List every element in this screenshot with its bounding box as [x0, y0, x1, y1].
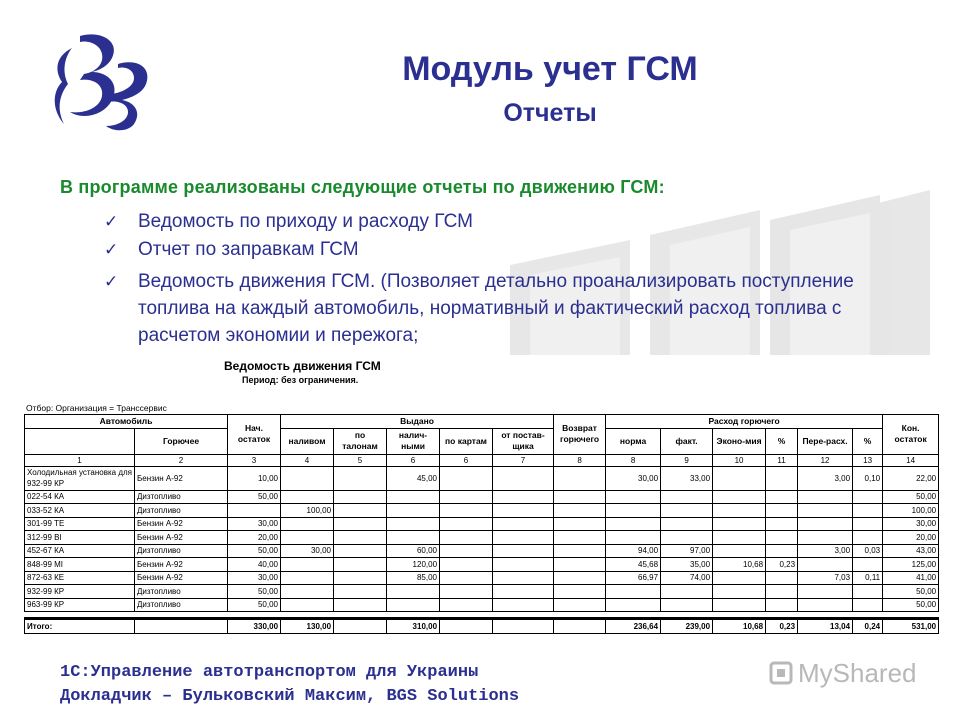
- table-cell: Холодильная установка для 932-99 КР: [25, 466, 135, 490]
- table-cell: [334, 466, 387, 490]
- table-cell: Дизтопливо: [135, 504, 228, 518]
- table-cell: [661, 585, 713, 599]
- table-cell: [334, 531, 387, 545]
- table-cell: 45,00: [387, 466, 440, 490]
- table-cell: [853, 490, 883, 504]
- table-cell: 50,00: [883, 585, 939, 599]
- table-cell: 66,97: [606, 571, 661, 585]
- table-cell: [281, 571, 334, 585]
- column-number: 9: [661, 454, 713, 466]
- spacer-cell: [440, 612, 493, 619]
- intro-text: В программе реализованы следующие отчеты по движению ГСМ:: [60, 177, 665, 197]
- table-cell: [387, 504, 440, 518]
- column-number: 7: [493, 454, 554, 466]
- total-cell: 239,00: [661, 619, 713, 634]
- checkmark-icon: ✓: [104, 272, 119, 291]
- table-cell: [334, 544, 387, 558]
- table-cell: [713, 531, 766, 545]
- table-cell: [387, 490, 440, 504]
- table-cell: [387, 585, 440, 599]
- table-cell: [281, 490, 334, 504]
- spacer-cell: [713, 612, 766, 619]
- table-cell: [493, 531, 554, 545]
- spacer-cell: [493, 612, 554, 619]
- table-cell: 022-54 КА: [25, 490, 135, 504]
- table-cell: [766, 466, 798, 490]
- table-cell: 40,00: [228, 558, 281, 572]
- table-cell: 312-99 ВІ: [25, 531, 135, 545]
- table-cell: 20,00: [883, 531, 939, 545]
- spacer-cell: [606, 612, 661, 619]
- header-overspend: Пере-расх.: [798, 428, 853, 454]
- table-cell: 20,00: [228, 531, 281, 545]
- table-cell: [554, 466, 606, 490]
- report-title: Ведомость движения ГСМ: [224, 359, 381, 373]
- table-cell: [334, 598, 387, 612]
- list-item-label: Ведомость движения ГСМ. (Позволяет детально проанализировать поступление топлива на каждый автомобиль, нормативный и фактический расход топлива с расчетом экономии и пережога;: [138, 271, 854, 346]
- report-filter: Отбор: Организация = Транссервис: [26, 403, 167, 413]
- header-consumption: Расход горючего: [606, 415, 883, 429]
- total-cell: [493, 619, 554, 634]
- spacer-cell: [334, 612, 387, 619]
- table-cell: 0,10: [853, 466, 883, 490]
- table-row: [25, 558, 939, 572]
- table-cell: [440, 571, 493, 585]
- header-auto: Автомобиль: [25, 415, 228, 429]
- table-cell: [798, 504, 853, 518]
- table-cell: [606, 598, 661, 612]
- header-pct-economy: %: [766, 428, 798, 454]
- table-cell: 963-99 КР: [25, 598, 135, 612]
- spacer-cell: [387, 612, 440, 619]
- table-cell: [281, 531, 334, 545]
- table-cell: 872-63 КЕ: [25, 571, 135, 585]
- spacer-cell: [798, 612, 853, 619]
- table-cell: [766, 490, 798, 504]
- checkmark-icon: ✓: [104, 212, 119, 231]
- table-cell: 22,00: [883, 466, 939, 490]
- table-cell: 0,23: [766, 558, 798, 572]
- column-number: 6: [387, 454, 440, 466]
- table-cell: [554, 504, 606, 518]
- report-screenshot: [20, 355, 940, 645]
- table-row: [25, 571, 939, 585]
- table-cell: 30,00: [228, 517, 281, 531]
- table-cell: [713, 466, 766, 490]
- list-item: [104, 268, 904, 349]
- table-cell: [606, 504, 661, 518]
- table-cell: [554, 531, 606, 545]
- header-issued: Выдано: [281, 415, 554, 429]
- table-cell: [661, 531, 713, 545]
- table-cell: 0,03: [853, 544, 883, 558]
- table-cell: [798, 585, 853, 599]
- table-cell: Дизтопливо: [135, 598, 228, 612]
- page-subtitle: Отчеты: [503, 99, 597, 127]
- total-cell: [135, 619, 228, 634]
- table-cell: 60,00: [387, 544, 440, 558]
- table-cell: 10,00: [228, 466, 281, 490]
- column-number: 1: [25, 454, 135, 466]
- table-cell: 97,00: [661, 544, 713, 558]
- table-cell: Бензин А-92: [135, 571, 228, 585]
- table-cell: [387, 517, 440, 531]
- total-cell: Итого:: [25, 619, 135, 634]
- list-item: [104, 236, 904, 264]
- table-cell: [334, 517, 387, 531]
- table-cell: [713, 517, 766, 531]
- table-cell: [661, 490, 713, 504]
- table-cell: [606, 517, 661, 531]
- table-cell: [713, 571, 766, 585]
- spacer-cell: [883, 612, 939, 619]
- table-cell: [493, 571, 554, 585]
- spacer-cell: [228, 612, 281, 619]
- header-start-balance: Нач. остаток: [228, 415, 281, 455]
- table-cell: [766, 517, 798, 531]
- header-po-talonam: по талонам: [334, 428, 387, 454]
- table-cell: [554, 571, 606, 585]
- table-cell: 3,00: [798, 466, 853, 490]
- table-cell: [853, 504, 883, 518]
- spacer-cell: [766, 612, 798, 619]
- table-cell: [334, 558, 387, 572]
- table-cell: [554, 517, 606, 531]
- total-cell: [554, 619, 606, 634]
- column-number: 10: [713, 454, 766, 466]
- table-cell: 85,00: [387, 571, 440, 585]
- header-ot-postavshika: от постав-щика: [493, 428, 554, 454]
- table-cell: 848-99 МІ: [25, 558, 135, 572]
- table-cell: [606, 585, 661, 599]
- spacer-cell: [135, 612, 228, 619]
- spacer-cell: [554, 612, 606, 619]
- bgs-logo: [42, 28, 162, 138]
- table-cell: [440, 585, 493, 599]
- table-cell: Дизтопливо: [135, 585, 228, 599]
- table-row: [25, 490, 939, 504]
- total-cell: [440, 619, 493, 634]
- table-cell: [766, 531, 798, 545]
- table-cell: 125,00: [883, 558, 939, 572]
- table-cell: [554, 558, 606, 572]
- table-cell: [853, 598, 883, 612]
- table-cell: [766, 544, 798, 558]
- table-cell: [853, 585, 883, 599]
- table-cell: [281, 517, 334, 531]
- table-cell: [440, 490, 493, 504]
- table-row: [25, 517, 939, 531]
- table-cell: [798, 490, 853, 504]
- table-cell: 10,68: [713, 558, 766, 572]
- table-cell: 94,00: [606, 544, 661, 558]
- column-number: 8: [554, 454, 606, 466]
- table-cell: [493, 504, 554, 518]
- report-table: [24, 414, 939, 634]
- table-cell: 30,00: [883, 517, 939, 531]
- header-po-kartam: по картам: [440, 428, 493, 454]
- total-cell: 310,00: [387, 619, 440, 634]
- list-item-label: Отчет по заправкам ГСМ: [138, 239, 359, 260]
- column-number: 2: [135, 454, 228, 466]
- table-cell: [493, 466, 554, 490]
- table-cell: 30,00: [606, 466, 661, 490]
- table-cell: 35,00: [661, 558, 713, 572]
- table-cell: [440, 544, 493, 558]
- table-cell: [334, 571, 387, 585]
- table-cell: [713, 490, 766, 504]
- table-cell: [493, 598, 554, 612]
- column-number: 8: [606, 454, 661, 466]
- table-cell: [554, 585, 606, 599]
- table-cell: 100,00: [281, 504, 334, 518]
- table-cell: [798, 517, 853, 531]
- table-cell: Дизтопливо: [135, 544, 228, 558]
- table-cell: [661, 598, 713, 612]
- table-cell: [493, 558, 554, 572]
- total-cell: 236,64: [606, 619, 661, 634]
- spacer-cell: [853, 612, 883, 619]
- table-cell: 50,00: [228, 598, 281, 612]
- table-cell: [766, 571, 798, 585]
- column-number: 6: [440, 454, 493, 466]
- header-end-balance: Кон. остаток: [883, 415, 939, 455]
- column-number: 14: [883, 454, 939, 466]
- spacer-cell: [281, 612, 334, 619]
- header-nalivom: наливом: [281, 428, 334, 454]
- table-cell: [440, 517, 493, 531]
- list-item-label: Ведомость по приходу и расходу ГСМ: [138, 211, 473, 232]
- table-cell: [440, 598, 493, 612]
- report-list: [104, 208, 904, 349]
- table-cell: [661, 504, 713, 518]
- table-cell: 0,11: [853, 571, 883, 585]
- table-cell: [766, 504, 798, 518]
- footer-speaker: Докладчик – Бульковский Максим, BGS Solutions: [60, 687, 520, 706]
- table-cell: 33,00: [661, 466, 713, 490]
- table-row: [25, 531, 939, 545]
- table-cell: 30,00: [228, 571, 281, 585]
- table-cell: 100,00: [883, 504, 939, 518]
- table-cell: 932-99 КР: [25, 585, 135, 599]
- total-cell: 531,00: [883, 619, 939, 634]
- table-cell: [493, 585, 554, 599]
- table-cell: [281, 558, 334, 572]
- table-cell: [853, 558, 883, 572]
- total-cell: 130,00: [281, 619, 334, 634]
- column-number: 3: [228, 454, 281, 466]
- column-number: 12: [798, 454, 853, 466]
- table-cell: [554, 598, 606, 612]
- table-cell: [554, 490, 606, 504]
- total-cell: 0,23: [766, 619, 798, 634]
- table-cell: [493, 544, 554, 558]
- table-cell: [713, 598, 766, 612]
- column-number-row: [25, 454, 939, 466]
- total-row: [25, 619, 939, 634]
- table-cell: [281, 598, 334, 612]
- total-cell: 330,00: [228, 619, 281, 634]
- column-number: 5: [334, 454, 387, 466]
- table-cell: 74,00: [661, 571, 713, 585]
- table-cell: [493, 490, 554, 504]
- table-cell: 41,00: [883, 571, 939, 585]
- table-cell: Бензин А-92: [135, 531, 228, 545]
- table-cell: 50,00: [228, 544, 281, 558]
- total-cell: 0,24: [853, 619, 883, 634]
- header-norma: норма: [606, 428, 661, 454]
- watermark: [768, 658, 917, 689]
- spacer-cell: [25, 612, 135, 619]
- table-cell: 452-67 КА: [25, 544, 135, 558]
- page-title: Модуль учет ГСМ: [402, 50, 698, 88]
- table-cell: [334, 585, 387, 599]
- table-cell: [440, 558, 493, 572]
- column-number: 4: [281, 454, 334, 466]
- watermark-icon: [768, 660, 794, 686]
- table-cell: 033-52 КА: [25, 504, 135, 518]
- table-cell: 120,00: [387, 558, 440, 572]
- table-cell: [554, 544, 606, 558]
- table-cell: [766, 598, 798, 612]
- table-cell: 43,00: [883, 544, 939, 558]
- table-cell: [798, 531, 853, 545]
- table-cell: [798, 598, 853, 612]
- table-row: [25, 598, 939, 612]
- table-cell: 3,00: [798, 544, 853, 558]
- header-fuel: Горючее: [135, 428, 228, 454]
- header-return: Возврат горючего: [554, 415, 606, 455]
- table-cell: [713, 544, 766, 558]
- table-cell: 7,03: [798, 571, 853, 585]
- spacer-row: [25, 612, 939, 619]
- total-cell: 10,68: [713, 619, 766, 634]
- table-cell: 50,00: [228, 490, 281, 504]
- table-cell: [334, 504, 387, 518]
- table-cell: [853, 517, 883, 531]
- table-cell: 30,00: [281, 544, 334, 558]
- table-cell: 45,68: [606, 558, 661, 572]
- table-cell: [661, 517, 713, 531]
- table-cell: 50,00: [883, 490, 939, 504]
- table-row: [25, 504, 939, 518]
- table-cell: 301-99 ТЕ: [25, 517, 135, 531]
- table-cell: [606, 490, 661, 504]
- total-cell: 13,04: [798, 619, 853, 634]
- table-cell: [798, 558, 853, 572]
- table-row: [25, 466, 939, 490]
- table-cell: [440, 531, 493, 545]
- checkmark-icon: ✓: [104, 240, 119, 259]
- report-period: Период: без ограничения.: [242, 375, 359, 385]
- table-cell: [387, 598, 440, 612]
- table-cell: [493, 517, 554, 531]
- header-fakt: факт.: [661, 428, 713, 454]
- header-pct-overspend: %: [853, 428, 883, 454]
- total-cell: [334, 619, 387, 634]
- table-cell: Бензин А-92: [135, 558, 228, 572]
- table-cell: 50,00: [228, 585, 281, 599]
- table-cell: [281, 585, 334, 599]
- table-row: [25, 585, 939, 599]
- column-number: 11: [766, 454, 798, 466]
- table-cell: [440, 504, 493, 518]
- table-cell: [606, 531, 661, 545]
- table-cell: [334, 490, 387, 504]
- header-auto-blank: [25, 428, 135, 454]
- table-cell: [281, 466, 334, 490]
- table-cell: [228, 504, 281, 518]
- table-cell: Бензин А-92: [135, 517, 228, 531]
- table-cell: 50,00: [883, 598, 939, 612]
- table-cell: [387, 531, 440, 545]
- table-cell: Бензин А-92: [135, 466, 228, 490]
- table-cell: [713, 585, 766, 599]
- table-row: [25, 544, 939, 558]
- table-cell: [713, 504, 766, 518]
- list-item: [104, 208, 904, 236]
- header-economy: Эконо-мия: [713, 428, 766, 454]
- table-cell: [766, 585, 798, 599]
- footer-product: 1С:Управление автотранспортом для Украины: [60, 663, 479, 682]
- spacer-cell: [661, 612, 713, 619]
- watermark-text: MyShared: [798, 658, 917, 688]
- table-cell: [440, 466, 493, 490]
- column-number: 13: [853, 454, 883, 466]
- table-cell: Дизтопливо: [135, 490, 228, 504]
- header-nalichnymi: налич-ными: [387, 428, 440, 454]
- table-cell: [853, 531, 883, 545]
